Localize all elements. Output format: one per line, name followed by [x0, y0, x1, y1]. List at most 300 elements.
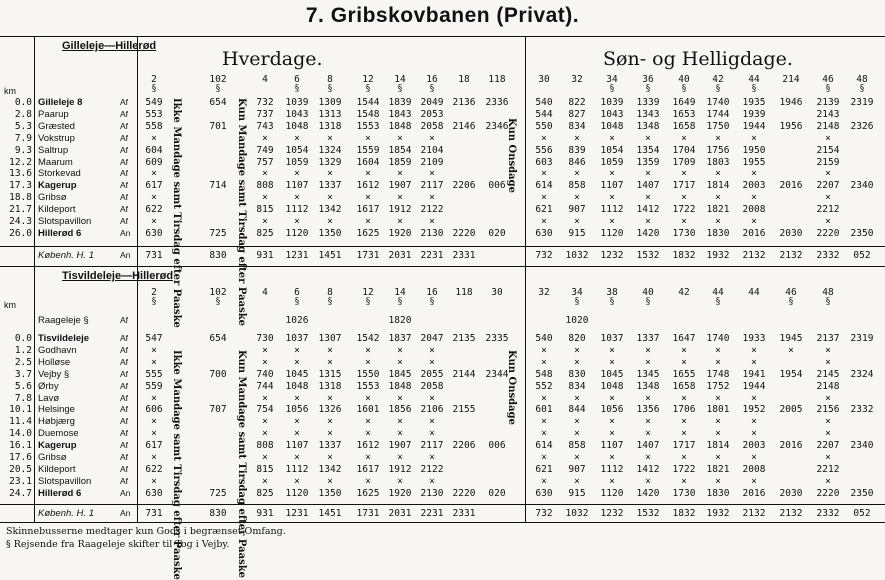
no-stop-mark: × — [327, 356, 333, 368]
time-cell: 2155 — [452, 404, 476, 416]
no-stop-mark: × — [788, 344, 794, 356]
no-stop-mark: × — [681, 344, 687, 356]
time-cell: 707 — [209, 404, 227, 416]
no-stop-mark: × — [645, 132, 651, 144]
time-cell: 1944 — [742, 120, 766, 132]
train-note-mark: § — [365, 297, 371, 307]
no-stop-mark: × — [365, 452, 371, 463]
no-stop-mark: × — [609, 356, 615, 368]
time-cell: 1830 — [706, 487, 730, 499]
time-cell: 1946 — [779, 97, 803, 108]
time-cell: 2207 — [816, 440, 840, 452]
time-cell: 2335 — [485, 333, 509, 344]
note-kun-mandage-2: Kun Mandage samt Tirsdag efter Paaske — [236, 350, 247, 579]
time-cell: 606 — [145, 404, 163, 416]
train-note-mark: § — [215, 84, 221, 94]
time-cell: 1348 — [636, 120, 660, 132]
no-stop-mark: × — [681, 132, 687, 144]
no-stop-mark: × — [365, 475, 371, 487]
time-cell: 1451 — [318, 250, 342, 261]
time-cell: 743 — [256, 120, 274, 132]
no-stop-mark: × — [825, 452, 831, 463]
time-cell: 830 — [209, 508, 227, 519]
km-value: 9.3 — [14, 144, 32, 156]
station-name: Hillerød 6 — [38, 487, 82, 499]
train-note-mark: § — [327, 84, 333, 94]
dep-label: Af — [120, 440, 129, 451]
time-cell: 540 — [535, 97, 553, 108]
train-note-mark: § — [574, 297, 580, 307]
time-cell: 2324 — [850, 368, 874, 380]
time-cell: 846 — [568, 156, 586, 168]
time-cell: 2003 — [742, 180, 766, 192]
train-number: 118 — [455, 287, 473, 298]
no-stop-mark: × — [262, 168, 268, 180]
time-cell: 548 — [535, 368, 553, 380]
time-cell: 1730 — [672, 487, 696, 499]
no-stop-mark: × — [294, 132, 300, 144]
time-cell: 2058 — [420, 120, 444, 132]
no-stop-mark: × — [294, 356, 300, 368]
time-cell: 1625 — [356, 487, 380, 499]
no-stop-mark: × — [751, 344, 757, 356]
no-stop-mark: × — [574, 192, 580, 204]
time-cell: 1647 — [672, 333, 696, 344]
time-cell: 603 — [535, 156, 553, 168]
time-cell: 559 — [145, 380, 163, 392]
no-stop-mark: × — [825, 392, 831, 404]
no-stop-mark: × — [327, 392, 333, 404]
time-cell: 2122 — [420, 463, 444, 475]
no-stop-mark: × — [429, 344, 435, 356]
time-cell: 1532 — [636, 250, 660, 261]
time-cell: 2207 — [816, 180, 840, 192]
time-cell: 2136 — [452, 97, 476, 108]
station-name: Kildeport — [38, 204, 76, 216]
time-cell: 1722 — [672, 204, 696, 216]
no-stop-mark: × — [751, 452, 757, 463]
section2-km-header: km — [4, 300, 16, 310]
station-name: Gilleleje 8 — [38, 97, 83, 108]
time-cell: 2350 — [850, 227, 874, 239]
time-cell: 1059 — [600, 156, 624, 168]
no-stop-mark: × — [825, 168, 831, 180]
station-name: Helsinge — [38, 404, 75, 416]
time-cell: 2331 — [452, 508, 476, 519]
footnote-1: Skinnebusserne medtager kun Gods i begrænset Omfang. — [6, 526, 286, 537]
no-stop-mark: × — [681, 428, 687, 440]
time-cell: 1832 — [672, 508, 696, 519]
time-cell: 827 — [568, 108, 586, 120]
time-cell: 1112 — [600, 204, 624, 216]
time-cell: 732 — [535, 250, 553, 261]
no-stop-mark: × — [645, 344, 651, 356]
station-name: Storkevad — [38, 168, 81, 180]
dep-label: Af — [120, 404, 129, 415]
train-number: 32 — [571, 74, 583, 85]
km-value: 17.3 — [9, 180, 32, 192]
time-cell: 609 — [145, 156, 163, 168]
no-stop-mark: × — [294, 428, 300, 440]
time-cell: 2130 — [420, 487, 444, 499]
no-stop-mark: × — [262, 192, 268, 204]
station-name: Græsted — [38, 120, 75, 132]
time-cell: 700 — [209, 368, 227, 380]
no-stop-mark: × — [365, 428, 371, 440]
train-number: 8 — [327, 74, 333, 85]
time-cell: 1356 — [636, 404, 660, 416]
no-stop-mark: × — [429, 132, 435, 144]
time-cell: 844 — [568, 404, 586, 416]
time-cell: 544 — [535, 108, 553, 120]
time-cell: 731 — [145, 508, 163, 519]
no-stop-mark: × — [327, 475, 333, 487]
time-cell: 1048 — [600, 120, 624, 132]
station-name: Kildeport — [38, 463, 76, 475]
time-cell: 1706 — [672, 404, 696, 416]
no-stop-mark: × — [825, 428, 831, 440]
time-cell: 1907 — [388, 440, 412, 452]
time-cell: 006 — [488, 180, 506, 192]
time-cell: 834 — [568, 120, 586, 132]
km-value: 2.5 — [14, 356, 32, 368]
top-rule — [0, 36, 885, 37]
no-stop-mark: × — [645, 428, 651, 440]
no-stop-mark: × — [151, 192, 157, 204]
time-cell: 1342 — [318, 463, 342, 475]
time-cell: 1821 — [706, 463, 730, 475]
time-cell: 1612 — [356, 180, 380, 192]
dep-label: Af — [120, 315, 129, 325]
km-value: 2.8 — [14, 108, 32, 120]
station-name: Saltrup — [38, 144, 69, 156]
time-cell: 725 — [209, 227, 227, 239]
station-name: Tisvildeleje — [38, 333, 90, 344]
no-stop-mark: × — [751, 416, 757, 428]
time-cell: 1740 — [706, 97, 730, 108]
no-stop-mark: × — [541, 216, 547, 227]
time-cell: 2340 — [850, 180, 874, 192]
time-cell: 1120 — [285, 487, 309, 499]
no-stop-mark: × — [397, 452, 403, 463]
time-cell: 1045 — [600, 368, 624, 380]
time-cell: 1830 — [706, 227, 730, 239]
time-cell: 1731 — [356, 508, 380, 519]
time-cell: 552 — [535, 380, 553, 392]
time-cell: 2030 — [779, 487, 803, 499]
no-stop-mark: × — [429, 168, 435, 180]
station-name: Gribsø — [38, 192, 67, 204]
time-cell: 1056 — [600, 404, 624, 416]
time-cell: 1935 — [742, 97, 766, 108]
train-number: 14 — [394, 74, 406, 85]
time-cell: 730 — [256, 333, 274, 344]
time-cell: 931 — [256, 250, 274, 261]
time-cell: 1907 — [388, 180, 412, 192]
no-stop-mark: × — [294, 452, 300, 463]
time-cell: 907 — [568, 463, 586, 475]
station-name: Kagerup — [38, 180, 77, 192]
time-cell: 1120 — [285, 227, 309, 239]
dep-label: Af — [120, 144, 129, 155]
arr-label: An — [120, 227, 131, 238]
time-cell: 2139 — [816, 97, 840, 108]
time-cell: 2231 — [420, 508, 444, 519]
station-name: Kagerup — [38, 440, 77, 452]
time-cell: 1318 — [318, 380, 342, 392]
no-stop-mark: × — [541, 392, 547, 404]
train-number: 38 — [606, 287, 618, 298]
time-cell: 931 — [256, 508, 274, 519]
no-stop-mark: × — [294, 416, 300, 428]
km-value: 5.3 — [14, 120, 32, 132]
no-stop-mark: × — [327, 452, 333, 463]
time-cell: 815 — [256, 204, 274, 216]
time-cell: 2132 — [779, 250, 803, 261]
time-cell: 2159 — [816, 156, 840, 168]
time-cell: 1655 — [672, 368, 696, 380]
time-cell: 1048 — [285, 120, 309, 132]
time-cell: 2340 — [850, 440, 874, 452]
time-cell: 1837 — [388, 333, 412, 344]
no-stop-mark: × — [715, 392, 721, 404]
no-stop-mark: × — [541, 132, 547, 144]
time-cell: 540 — [535, 333, 553, 344]
time-cell: 2132 — [779, 508, 803, 519]
dep-label: Af — [120, 97, 129, 107]
no-stop-mark: × — [294, 168, 300, 180]
no-stop-mark: × — [397, 475, 403, 487]
station-name: Holløse — [38, 356, 71, 368]
time-cell: 1048 — [600, 380, 624, 392]
no-stop-mark: × — [681, 356, 687, 368]
arr-label: An — [120, 250, 131, 260]
time-cell: 2053 — [420, 108, 444, 120]
dep-label: Af — [120, 333, 129, 343]
no-stop-mark: × — [151, 356, 157, 368]
time-cell: 2332 — [816, 250, 840, 261]
train-note-mark: § — [788, 297, 794, 307]
time-cell: 1658 — [672, 120, 696, 132]
no-stop-mark: × — [825, 416, 831, 428]
time-cell: 614 — [535, 440, 553, 452]
bottom-rule — [0, 522, 885, 523]
no-stop-mark: × — [541, 475, 547, 487]
time-cell: 2117 — [420, 180, 444, 192]
time-cell: 1756 — [706, 144, 730, 156]
time-cell: 1730 — [672, 227, 696, 239]
no-stop-mark: × — [574, 168, 580, 180]
station-name: Slotspavillon — [38, 216, 92, 227]
no-stop-mark: × — [541, 452, 547, 463]
time-cell: 1026 — [285, 315, 309, 326]
no-stop-mark: × — [397, 428, 403, 440]
time-cell: 2148 — [816, 120, 840, 132]
time-cell: 1932 — [706, 508, 730, 519]
no-stop-mark: × — [609, 428, 615, 440]
time-cell: 614 — [535, 180, 553, 192]
time-cell: 617 — [145, 180, 163, 192]
train-number: 6 — [294, 287, 300, 298]
no-stop-mark: × — [262, 356, 268, 368]
time-cell: 1337 — [636, 333, 660, 344]
time-cell: 1054 — [285, 144, 309, 156]
no-stop-mark: × — [541, 416, 547, 428]
time-cell: 1843 — [388, 108, 412, 120]
train-note-mark: § — [365, 84, 371, 94]
no-stop-mark: × — [825, 132, 831, 144]
no-stop-mark: × — [327, 168, 333, 180]
station-name: Gribsø — [38, 452, 67, 463]
time-cell: 1950 — [742, 144, 766, 156]
time-cell: 2212 — [816, 463, 840, 475]
time-cell: 617 — [145, 440, 163, 452]
time-cell: 2344 — [485, 368, 509, 380]
time-cell: 2206 — [452, 180, 476, 192]
time-cell: 830 — [209, 250, 227, 261]
time-cell: 2030 — [779, 227, 803, 239]
time-cell: 1952 — [742, 404, 766, 416]
train-number: 44 — [748, 74, 760, 85]
train-note-mark: § — [825, 297, 831, 307]
time-cell: 2008 — [742, 204, 766, 216]
train-note-mark: § — [715, 84, 721, 94]
no-stop-mark: × — [541, 428, 547, 440]
time-cell: 714 — [209, 180, 227, 192]
time-cell: 2332 — [816, 508, 840, 519]
no-stop-mark: × — [429, 192, 435, 204]
no-stop-mark: × — [681, 392, 687, 404]
time-cell: 1553 — [356, 380, 380, 392]
time-cell: 2350 — [850, 487, 874, 499]
no-stop-mark: × — [609, 168, 615, 180]
no-stop-mark: × — [365, 132, 371, 144]
dep-label: Af — [120, 132, 129, 143]
time-cell: 1059 — [285, 156, 309, 168]
station-name: Københ. H. 1 — [38, 508, 94, 519]
time-cell: 654 — [209, 97, 227, 108]
time-cell: 1845 — [388, 368, 412, 380]
no-stop-mark: × — [751, 392, 757, 404]
km-value: 11.4 — [9, 416, 32, 428]
time-cell: 1649 — [672, 97, 696, 108]
time-cell: 915 — [568, 227, 586, 239]
time-cell: 1722 — [672, 463, 696, 475]
no-stop-mark: × — [151, 416, 157, 428]
no-stop-mark: × — [715, 132, 721, 144]
time-cell: 2049 — [420, 97, 444, 108]
time-cell: 1412 — [636, 204, 660, 216]
train-number: 42 — [712, 74, 724, 85]
section2-top-rule — [0, 266, 885, 267]
train-number: 48 — [856, 74, 868, 85]
time-cell: 732 — [535, 508, 553, 519]
time-cell: 1048 — [285, 380, 309, 392]
train-note-mark: § — [645, 297, 651, 307]
time-cell: 2003 — [742, 440, 766, 452]
train-number: 36 — [642, 74, 654, 85]
time-cell: 1318 — [318, 120, 342, 132]
time-cell: 2154 — [816, 144, 840, 156]
no-stop-mark: × — [327, 132, 333, 144]
no-stop-mark: × — [751, 428, 757, 440]
train-number: 34 — [606, 74, 618, 85]
km-value: 16.1 — [9, 440, 32, 452]
km-value: 20.5 — [9, 463, 32, 475]
station-name: Vejby § — [38, 368, 70, 380]
kbh-rule — [0, 246, 885, 247]
no-stop-mark: × — [365, 192, 371, 204]
time-cell: 757 — [256, 156, 274, 168]
no-stop-mark: × — [327, 192, 333, 204]
time-cell: 1032 — [565, 250, 589, 261]
no-stop-mark: × — [645, 452, 651, 463]
no-stop-mark: × — [825, 356, 831, 368]
no-stop-mark: × — [751, 132, 757, 144]
train-number: 40 — [642, 287, 654, 298]
no-stop-mark: × — [327, 428, 333, 440]
time-cell: 630 — [535, 487, 553, 499]
no-stop-mark: × — [327, 344, 333, 356]
time-cell: 1704 — [672, 144, 696, 156]
dep-label: Af — [120, 156, 129, 167]
time-cell: 2031 — [388, 508, 412, 519]
no-stop-mark: × — [825, 475, 831, 487]
train-note-mark: § — [609, 84, 615, 94]
train-number: 214 — [782, 74, 800, 85]
time-cell: 1420 — [636, 227, 660, 239]
no-stop-mark: × — [645, 392, 651, 404]
time-cell: 2130 — [420, 227, 444, 239]
train-number: 46 — [822, 74, 834, 85]
no-stop-mark: × — [825, 192, 831, 204]
time-cell: 1859 — [388, 156, 412, 168]
time-cell: 2336 — [485, 97, 509, 108]
no-stop-mark: × — [541, 344, 547, 356]
time-cell: 737 — [256, 108, 274, 120]
time-cell: 2206 — [452, 440, 476, 452]
no-stop-mark: × — [365, 356, 371, 368]
time-cell: 1037 — [285, 333, 309, 344]
time-cell: 2104 — [420, 144, 444, 156]
time-cell: 1932 — [706, 250, 730, 261]
no-stop-mark: × — [574, 344, 580, 356]
time-cell: 1107 — [600, 440, 624, 452]
no-stop-mark: × — [574, 132, 580, 144]
time-cell: 2132 — [742, 508, 766, 519]
no-stop-mark: × — [751, 356, 757, 368]
no-stop-mark: × — [541, 168, 547, 180]
time-cell: 2132 — [742, 250, 766, 261]
no-stop-mark: × — [151, 392, 157, 404]
station-name: Hillerød 6 — [38, 227, 82, 239]
km-value: 0.0 — [14, 97, 32, 108]
time-cell: 2346 — [485, 120, 509, 132]
train-number: 12 — [362, 74, 374, 85]
time-cell: 1709 — [672, 156, 696, 168]
time-cell: 630 — [535, 227, 553, 239]
no-stop-mark: × — [429, 452, 435, 463]
no-stop-mark: × — [365, 216, 371, 227]
time-cell: 1107 — [600, 180, 624, 192]
time-cell: 2031 — [388, 250, 412, 261]
time-cell: 1329 — [318, 156, 342, 168]
train-note-mark: § — [294, 297, 300, 307]
train-note-mark: § — [151, 84, 157, 94]
km-value: 23.1 — [9, 475, 32, 487]
time-cell: 1231 — [285, 250, 309, 261]
time-cell: 1544 — [356, 97, 380, 108]
